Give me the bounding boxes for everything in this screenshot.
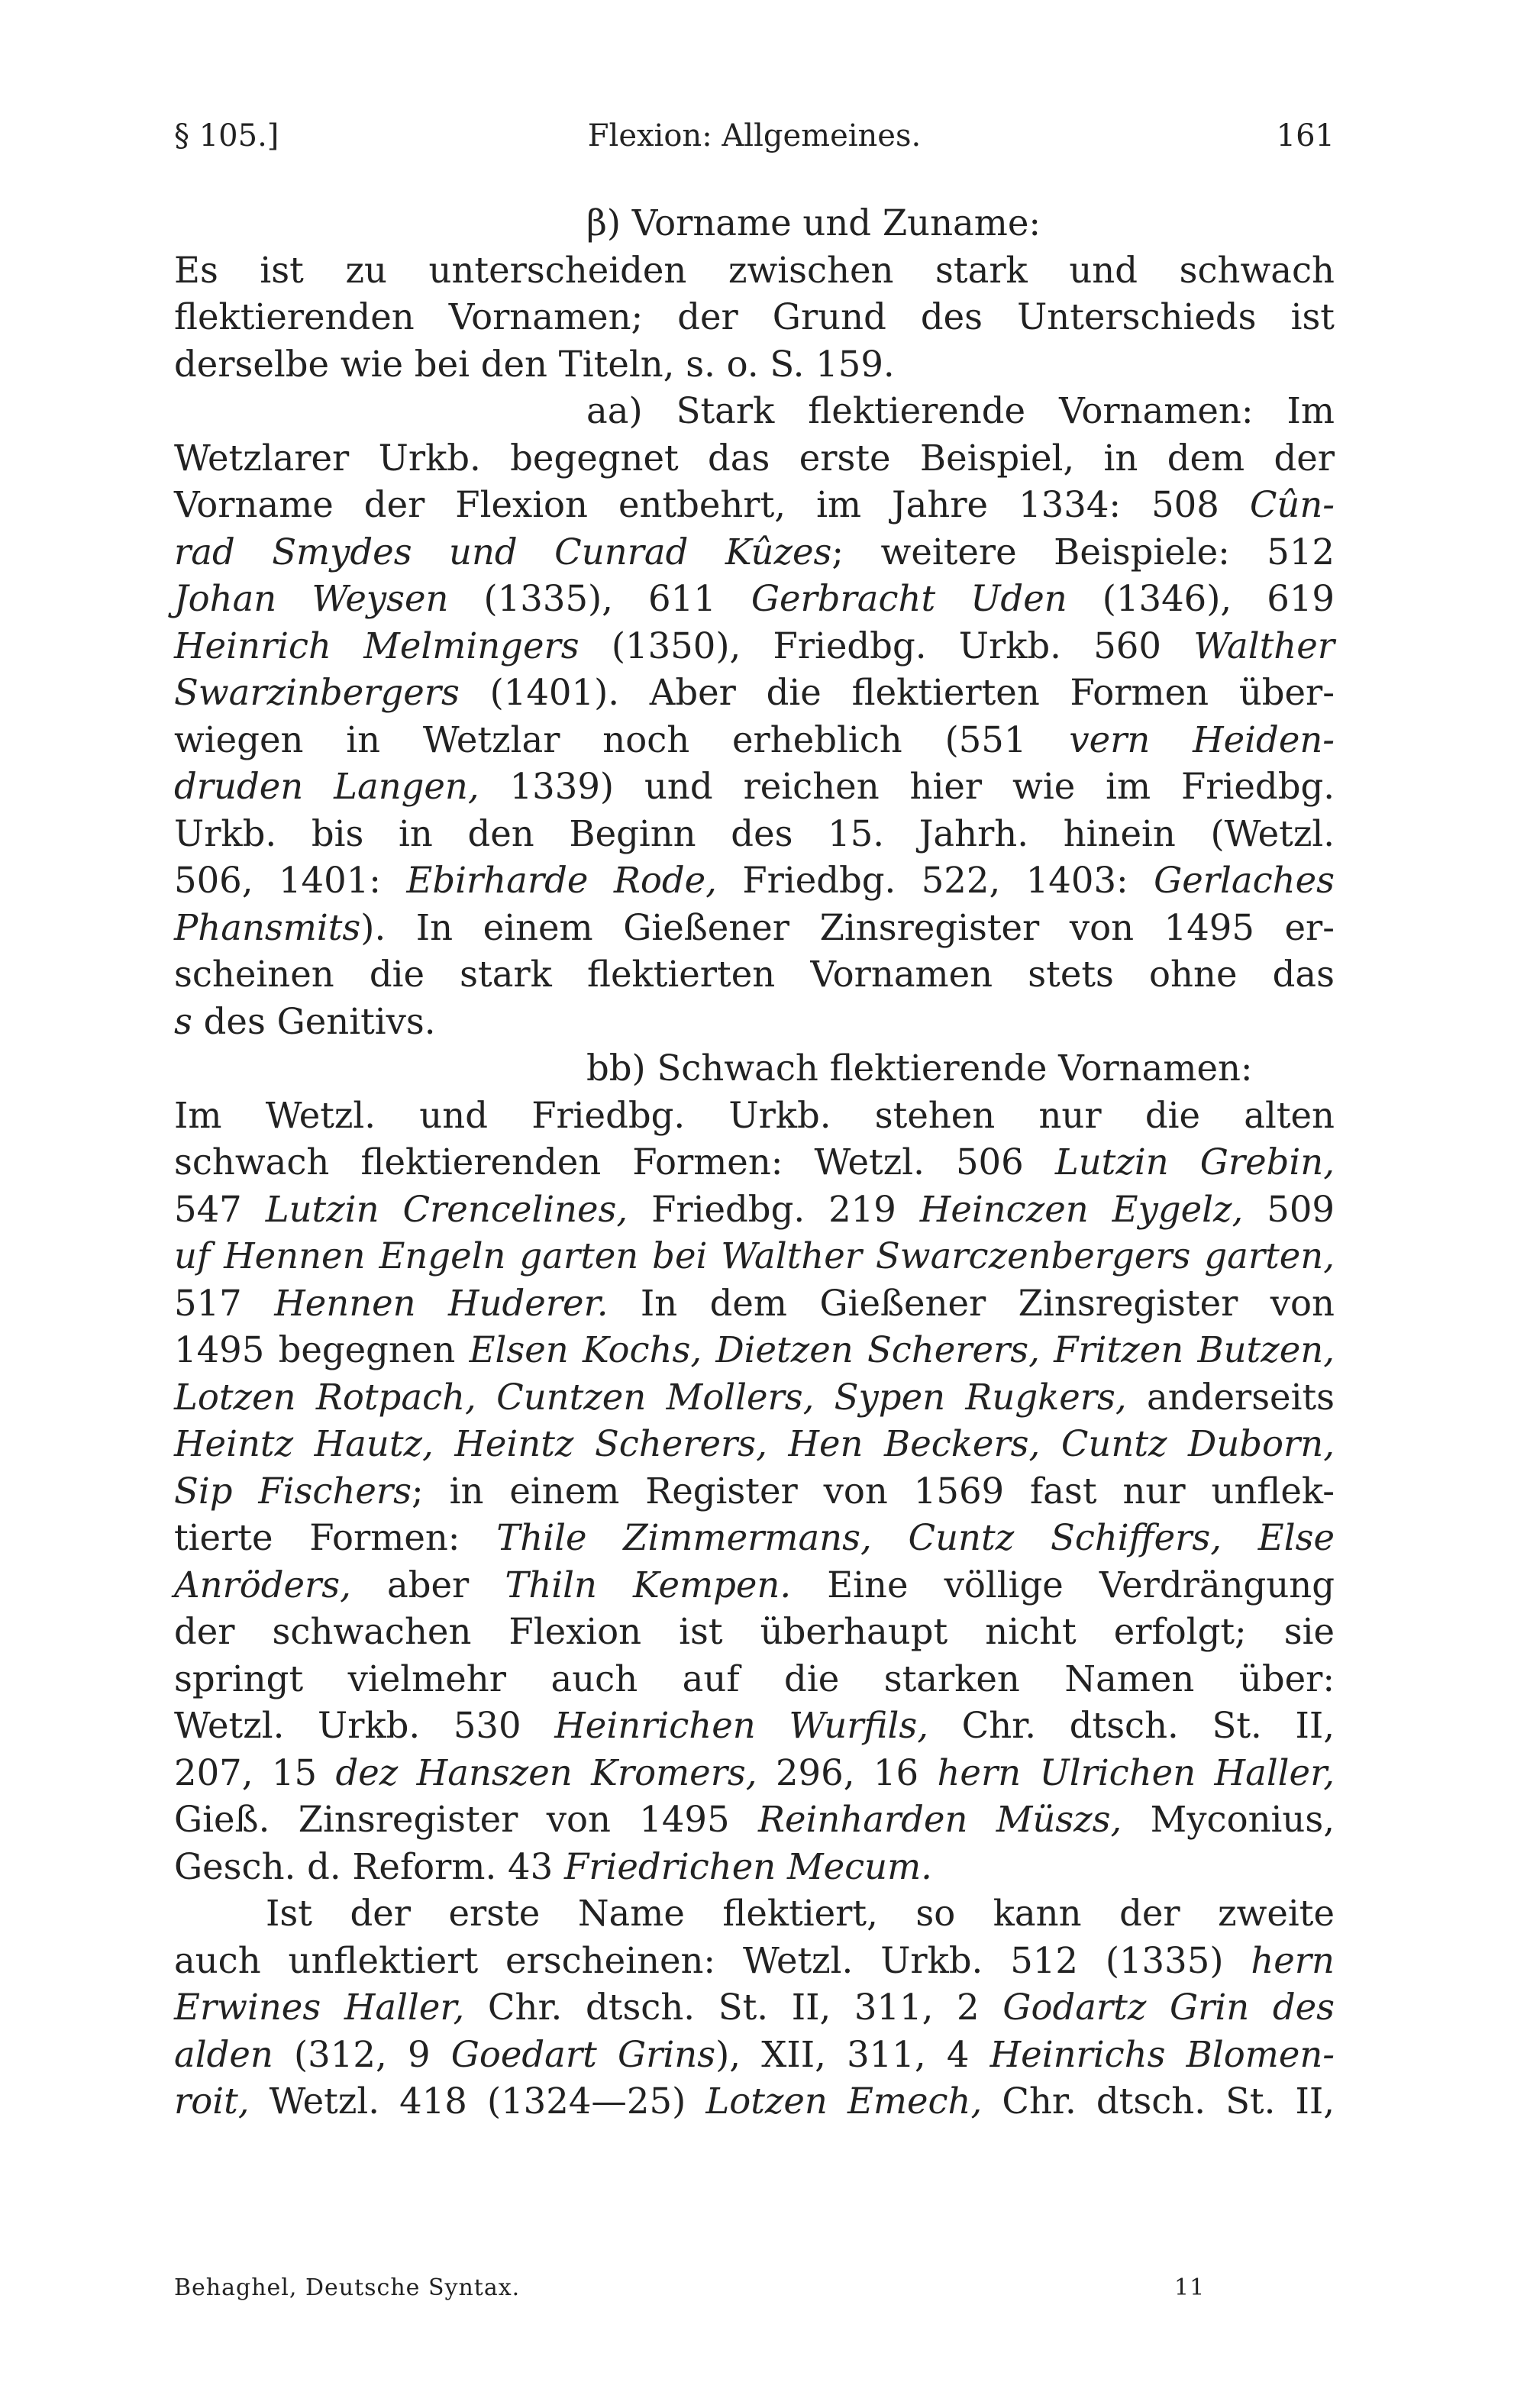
text-line: 547 Lutzin Crencelines, Friedbg. 219 Heinczen Eygelz, 509 [174, 1188, 1335, 1230]
text-line: Johan Weysen (1335), 611 Gerbracht Uden (1346), 619 [174, 578, 1335, 619]
text-line: Erwines Haller, Chr. dtsch. St. II, 311, 2 Godartz Grin des [174, 1987, 1335, 2028]
text-line: Urkb. bis in den Beginn des 15. Jahrh. hinein (Wetzl. [174, 812, 1335, 854]
footer-signature: Behaghel, Deutsche Syntax. [174, 2274, 521, 2301]
text-line: 207, 15 dez Hanszen Kromers, 296, 16 hern Ulrichen Haller, [174, 1751, 1335, 1793]
text-line: 517 Hennen Huderer. In dem Gießener Zinsregister von [174, 1282, 1335, 1324]
text-line: druden Langen, 1339) und reichen hier wie im Friedbg. [174, 766, 1335, 807]
text-line: Gieß. Zinsregister von 1495 Reinharden Müszs, Myconius, [174, 1799, 1335, 1840]
text-line: Anröders, aber Thiln Kempen. Eine völlige Verdrängung [174, 1564, 1335, 1606]
text-line: Es ist zu unterscheiden zwischen stark und schwach [174, 249, 1335, 291]
text-line: Sip Fischers; in einem Register von 1569 fast nur unflek- [174, 1470, 1335, 1512]
subsection-heading: bb) Schwach flektierende Vornamen: [586, 1047, 1253, 1089]
page-footer [174, 2269, 1335, 2307]
text-line: uf Hennen Engeln garten bei Walther Swarczenbergers garten, [174, 1235, 1335, 1277]
text-line: schwach flektierenden Formen: Wetzl. 506 Lutzin Grebin, [174, 1141, 1335, 1183]
text-line: 506, 1401: Ebirharde Rode, Friedbg. 522, 1403: Gerlaches [174, 860, 1335, 901]
text-line: flektierenden Vornamen; der Grund des Unterschieds ist [174, 296, 1335, 337]
text-line: auch unflektiert erscheinen: Wetzl. Urkb. 512 (1335) hern [174, 1939, 1335, 1981]
page-number: 161 [1276, 118, 1335, 153]
text-line: derselbe wie bei den Titeln, s. o. S. 159. [174, 343, 895, 385]
text-line: Vorname der Flexion entbehrt, im Jahre 1334: 508 Cûn- [174, 484, 1335, 525]
text-line: Im Wetzl. und Friedbg. Urkb. stehen nur die alten [174, 1094, 1335, 1136]
text-line: 1495 begegnen Elsen Kochs, Dietzen Scherers, Fritzen Butzen, [174, 1329, 1335, 1370]
text-line: der schwachen Flexion ist überhaupt nicht erfolgt; sie [174, 1611, 1335, 1652]
text-line: roit, Wetzl. 418 (1324—25) Lotzen Emech, Chr. dtsch. St. II, [174, 2080, 1335, 2122]
body-text [174, 200, 1335, 2126]
subsection-heading: aa) Stark flektierende Vornamen: Im [586, 390, 1335, 431]
text-line: Wetzlarer Urkb. begegnet das erste Beispiel, in dem der [174, 437, 1335, 479]
footer-sheet-number: 11 [1174, 2274, 1206, 2301]
running-header [174, 113, 1335, 159]
text-line: Phansmits). In einem Gießener Zinsregister von 1495 er- [174, 906, 1335, 948]
text-line: springt vielmehr auch auf die starken Namen über: [174, 1658, 1335, 1699]
text-line: tierte Formen: Thile Zimmermans, Cuntz Schiffers, Else [174, 1517, 1335, 1558]
section-heading: β) Vorname und Zuname: [586, 202, 1041, 244]
text-line: Gesch. d. Reform. 43 Friedrichen Mecum. [174, 1845, 932, 1887]
header-title: Flexion: Allgemeines. [587, 118, 922, 153]
text-line: Heintz Hautz, Heintz Scherers, Hen Beckers, Cuntz Duborn, [174, 1423, 1335, 1464]
text-line: wiegen in Wetzlar noch erheblich (551 vern Heiden- [174, 718, 1335, 760]
text-line: Swarzinbergers (1401). Aber die flektierten Formen über- [174, 672, 1335, 713]
paragraph-first-line: Ist der erste Name flektiert, so kann der zweite [266, 1893, 1335, 1934]
header-section: § 105.] [174, 118, 279, 153]
text-line: scheinen die stark flektierten Vornamen stets ohne das [174, 954, 1335, 995]
text-line: s des Genitivs. [174, 1000, 436, 1042]
text-line: alden (312, 9 Goedart Grins), XII, 311, 4 Heinrichs Blomen- [174, 2033, 1335, 2075]
text-line: Heinrich Melmingers (1350), Friedbg. Urkb. 560 Walther [174, 625, 1335, 667]
text-line: Wetzl. Urkb. 530 Heinrichen Wurfils, Chr. dtsch. St. II, [174, 1705, 1335, 1746]
text-line: Lotzen Rotpach, Cuntzen Mollers, Sypen Rugkers, anderseits [174, 1376, 1335, 1418]
text-line: rad Smydes und Cunrad Kûzes; weitere Beispiele: 512 [174, 531, 1335, 573]
